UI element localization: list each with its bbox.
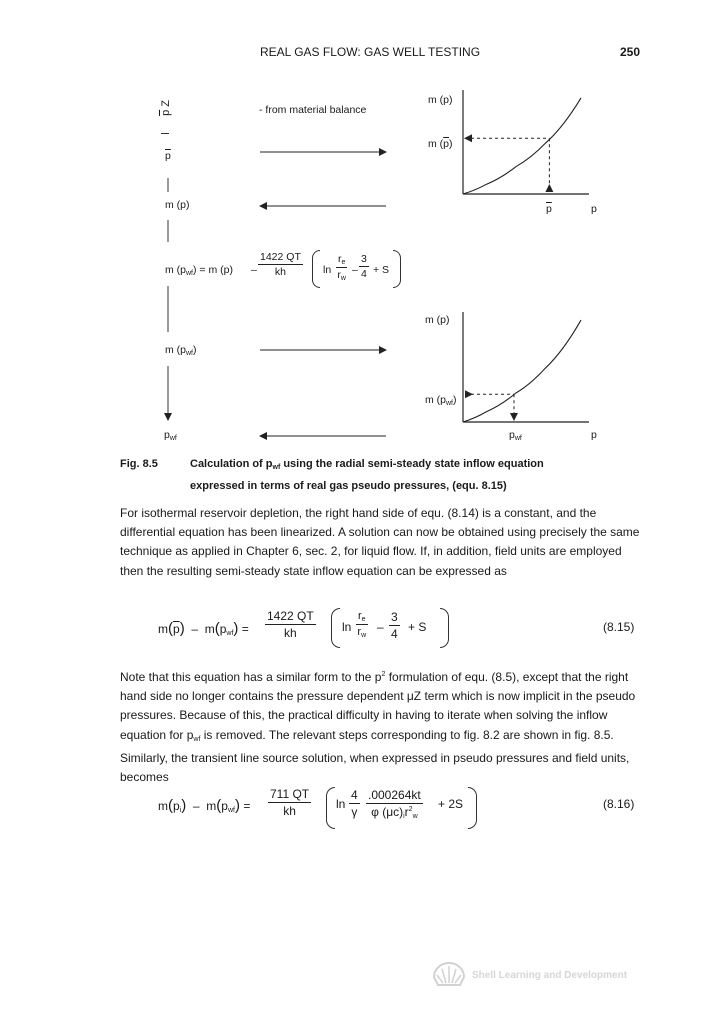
eq815-fraction: $\frac{1422 QT}{kh}$ — [267, 609, 314, 640]
graph-top — [455, 88, 595, 198]
graph-top-y-marker: m $(\overline{p})$ — [428, 138, 453, 150]
ln-label: ln — [323, 264, 332, 276]
eq815-lhs: $m(\overline{p}) - m(p_{wf})$ = — [158, 620, 249, 637]
curve — [463, 98, 581, 194]
eq815-number: (8.15) — [603, 620, 635, 634]
flow-arrows — [150, 90, 410, 450]
graph-bottom — [455, 310, 595, 426]
material-balance-note: - from material balance — [259, 104, 367, 116]
paragraph-2: Note that this equation has a similar form to the $p^2$ formulation of equ. (8.5), except that the right hand side no longer contains the pressure dependent μZ term which is now implicit in the pseudo pressures. Because of this, the practical difficulty in having to iterate when solving the inflow equation for $p_{wf}$ is removed. The relevant steps corresponding to fig. 8.2 are shown in fig. 8.5. Similarly, the transient line source solution, when expressed in pseudo pressures and field units, becomes — [120, 670, 636, 785]
arrow-to-x-axis — [510, 413, 518, 421]
re-rw-fraction: $\frac{r_e}{r_w}$ — [337, 253, 346, 282]
eq816-left-paren — [326, 787, 335, 829]
graph-bottom-x-marker: $p_{wf}$ — [509, 429, 522, 442]
graph-bottom-y-marker: m $(p_{wf})$ — [425, 394, 457, 407]
arrow-from-x-axis — [545, 184, 553, 192]
arrow-from-y-axis — [465, 390, 473, 398]
shell-logo-icon — [432, 962, 466, 988]
eq816-number: (8.16) — [603, 797, 635, 811]
eq816-plus-2s: + 2S — [438, 797, 464, 811]
m-pwf-equation: m $(p_{wf}) = m$ (p) — [165, 264, 233, 277]
p-bar-over-z: p Z — [160, 100, 172, 116]
figure-number: Fig. 8.5 — [120, 458, 158, 470]
eq815-re-rw: $\frac{r_e}{r_w}$ — [357, 610, 367, 639]
eq815-plus-s: + S — [408, 620, 427, 634]
three-fourths: $\frac{3}{4}$ — [361, 253, 367, 280]
graph-top-x-marker: $\overline{p}$ — [546, 203, 552, 215]
minus-sign-2: – — [352, 264, 358, 276]
figure-caption: Calculation of $p_{wf}$ using the radial semi-steady state inflow equation expressed in terms of real gas pseudo pressures, (equ. 8.15) — [190, 458, 544, 492]
eq815-left-paren — [331, 608, 340, 648]
eq816-four-gamma: $\frac{4}{\gamma}$ — [351, 788, 358, 819]
arrow-to-y-axis — [464, 134, 472, 142]
eq815-minus: – — [377, 620, 384, 634]
graph-top-x-label: p — [591, 203, 597, 215]
graph-bottom-x-label: p — [591, 429, 597, 441]
eq815-three-fourths: $\frac{3}{4}$ — [391, 610, 398, 641]
graph-bottom-y-label: m (p) — [425, 314, 450, 326]
running-header: REAL GAS FLOW: GAS WELL TESTING — [259, 45, 481, 59]
eq816-ln: ln — [336, 797, 346, 811]
graph-top-y-label: m (p) — [428, 94, 453, 106]
paragraph-1: For isothermal reservoir depletion, the right hand side of equ. (8.14) is a constant, and the differential equation has been linearized. A solution can now be obtained using precisely the same technique as applied in Chapter 6, sec. 2, for liquid flow. If, in addition, field units are employed then the resulting semi-steady state inflow equation can be expressed as — [120, 506, 640, 578]
footer-brand-text: Shell Learning and Development — [472, 969, 628, 981]
plus-s: + S — [373, 264, 390, 276]
m-pwf-label: m $(p_{wf})$ — [165, 344, 197, 357]
curve — [463, 320, 581, 422]
eq816-right-paren — [468, 787, 477, 829]
footer-branding — [432, 962, 627, 988]
eq815-right-paren — [440, 608, 449, 648]
minus-sign: – — [251, 264, 257, 276]
page-number: 250 — [619, 45, 640, 59]
eq815-ln: ln — [342, 620, 352, 634]
figure-fraction-1422: $\frac{1422 QT}{kh}$ — [260, 251, 301, 278]
eq816-kt-fraction: $\frac{.000264kt}{\varphi (\mu c)_ir^2_w}$ — [368, 788, 421, 820]
m-p-bar-label: m (p) — [165, 199, 190, 211]
p-bar-label: $\overline{p}$ — [165, 150, 171, 162]
pwf-label: $p_{wf}$ — [164, 429, 177, 442]
eq816-lhs: $m(p_i) - m(p_{wf})$ = — [158, 797, 251, 814]
eq816-fraction: $\frac{711 QT}{kh}$ — [270, 787, 310, 818]
